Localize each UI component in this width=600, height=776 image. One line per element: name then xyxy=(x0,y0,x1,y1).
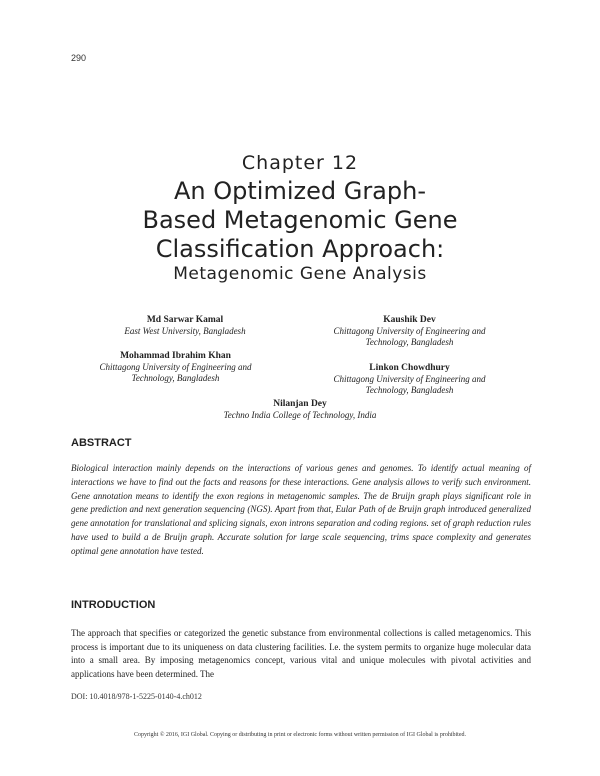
author-name: Md Sarwar Kamal xyxy=(146,315,224,325)
introduction-text: The approach that specifies or categorized the genetic substance from environmental collections is called metagenomics. This process is important due to its uniqueness on data clustering facilities. I.e. the system permits to organize huge molecular data into a small area. By imposing metagenomics concept, various vital and unique molecules with pivotal activities and applications have been determined. The xyxy=(71,628,531,679)
author-affiliation: Chittagong University of Engineering and Technology, Bangladesh xyxy=(333,374,486,395)
page-number: 290 xyxy=(71,53,87,63)
author-name: Kaushik Dev xyxy=(383,315,436,325)
author-name: Mohammad Ibrahim Khan xyxy=(120,351,231,361)
title-line: Based Metagenomic Gene xyxy=(142,206,458,234)
author-affiliation: East West University, Bangladesh xyxy=(124,326,246,336)
author-affiliation: Chittagong University of Engineering and Technology, Bangladesh xyxy=(333,326,486,347)
doi-line: DOI: 10.4018/978-1-5225-0140-4.ch012 xyxy=(71,692,202,701)
chapter-title xyxy=(60,177,540,264)
author-name: Linkon Chowdhury xyxy=(369,363,450,373)
author-block xyxy=(312,362,507,396)
author-block xyxy=(100,314,270,337)
chapter-label: Chapter 12 xyxy=(241,152,359,174)
author-affiliation: Chittagong University of Engineering and Technology, Bangladesh xyxy=(99,362,252,383)
author-block xyxy=(190,398,410,421)
title-line: Classification Approach: xyxy=(155,235,445,263)
author-block xyxy=(78,350,273,384)
author-block xyxy=(312,314,507,348)
author-affiliation: Techno India College of Technology, India xyxy=(223,410,377,420)
abstract-heading: ABSTRACT xyxy=(71,437,132,449)
introduction-heading: INTRODUCTION xyxy=(71,599,156,611)
chapter-subtitle: Metagenomic Gene Analysis xyxy=(173,264,427,284)
author-name: Nilanjan Dey xyxy=(273,399,327,409)
title-line: An Optimized Graph- xyxy=(173,177,426,205)
copyright-notice: Copyright © 2016, IGI Global. Copying or distributing in print or electronic forms without written permission of IGI Global is prohibited. xyxy=(133,732,466,738)
abstract-text: Biological interaction mainly depends on the interactions of various genes and genomes. To identify actual meaning of interactions we have to find out the facts and reasons for these interactions. Gene analysis allows to verify such environment. Gene annotation means to identify the exon regions in metagenomic samples. The de Bruijn graph plays significant role in gene prediction and next generation sequencing (NGS). Apart from that, Eular Path of de Bruijn graph introduced generalized gene annotation for translational and splicing signals, exon introns separation and coding regions. set of graph reduction rules have used to build a de Bruijn graph. Accurate solution for large scale sequencing, trims space complexity and generates optimal gene annotation have tested. xyxy=(71,463,531,556)
